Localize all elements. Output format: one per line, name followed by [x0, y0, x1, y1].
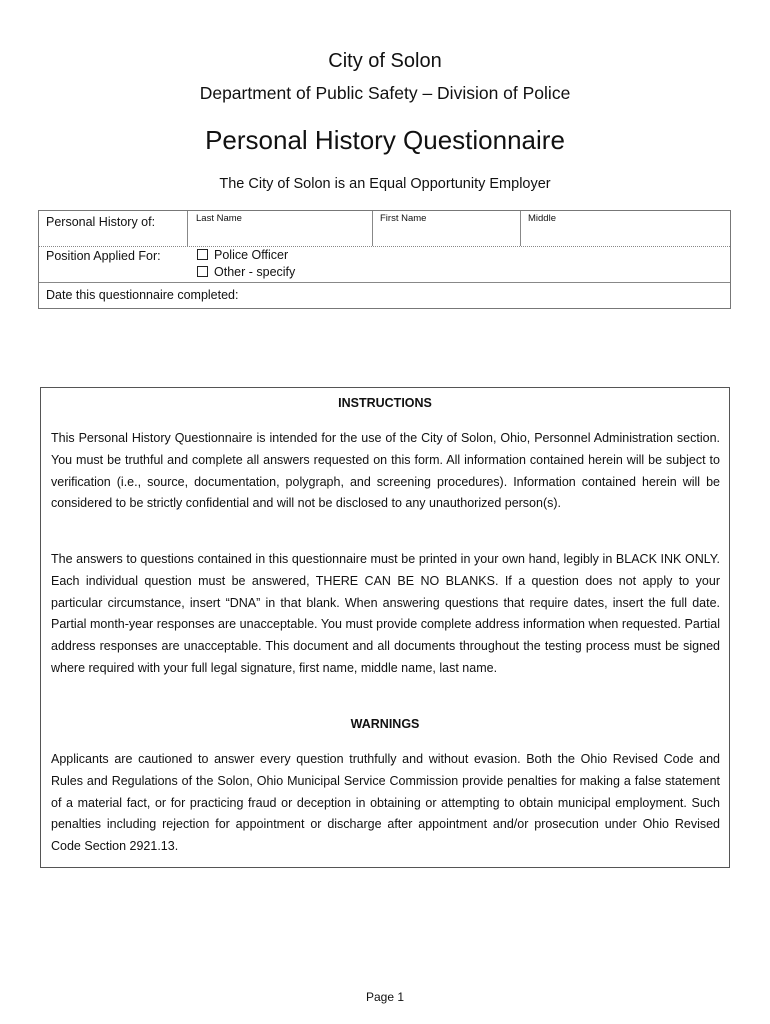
- instructions-heading: INSTRUCTIONS: [338, 396, 432, 410]
- option-label: Other - specify: [214, 265, 296, 279]
- instructions-box: [40, 387, 730, 868]
- page-title: Personal History Questionnaire: [205, 125, 565, 155]
- instructions-paragraph-2: The answers to questions contained in this questionnaire must be printed in your own hand, legibly in BLACK INK ONLY. Each individual question must be answered, THERE CAN BE NO BLANKS. If a question does not apply to your particular circumstance, insert “DNA” in that blank. When answering questions that require dates, insert the full date. Partial month-year responses are unacceptable. You must provide complete address information when requested. Partial address responses are unacceptable. This document and all documents throughout the testing process must be signed where required with your full legal signature, first name, middle name, last name.: [51, 552, 720, 675]
- option-police-officer[interactable]: [197, 248, 288, 262]
- column-divider: [372, 211, 373, 246]
- option-label: Police Officer: [214, 248, 289, 262]
- instructions-paragraph-1: This Personal History Questionnaire is intended for the use of the City of Solon, Ohio, Personnel Administration section. You must be truthful and complete all answers requested on this form. All information contained herein will be subject to verification (i.e., source, documentation, polygraph, and screening procedures). Information contained herein will be considered to be strictly confidential and will not be disclosed to any unauthorized person(s).: [51, 431, 720, 511]
- last-name-field[interactable]: Last Name: [196, 213, 242, 224]
- page-number: Page 1: [365, 990, 405, 1004]
- warnings-paragraph: Applicants are cautioned to answer every question truthfully and without evasion. Both the Ohio Revised Code and Rules and Regulations of the Solon, Ohio Municipal Service Commission provide penalties for making a false statement of a material fact, or for practicing fraud or deception in obtaining or attempting to obtain municipal employment. Such penalties including rejection for appointment or discharge after appointment and/or prosecution under Ohio Revised Code Section 2921.13.: [51, 752, 720, 854]
- option-other-specify[interactable]: [197, 265, 295, 279]
- department-title: Department of Public Safety – Division of Police: [199, 83, 571, 103]
- position-applied-label: Position Applied For:: [46, 249, 161, 263]
- column-divider: [187, 211, 188, 246]
- row-divider: [39, 282, 730, 283]
- middle-name-field[interactable]: Middle: [528, 213, 556, 224]
- eoe-statement: The City of Solon is an Equal Opportunity Employer: [219, 176, 551, 192]
- checkbox-icon[interactable]: [197, 249, 208, 260]
- personal-history-label: Personal History of:: [46, 215, 156, 229]
- city-title: City of Solon: [328, 50, 442, 72]
- date-completed-field[interactable]: Date this questionnaire completed:: [46, 288, 239, 302]
- applicant-info-table: [38, 210, 731, 309]
- row-divider: [39, 246, 730, 247]
- first-name-field[interactable]: First Name: [380, 213, 427, 224]
- checkbox-icon[interactable]: [197, 266, 208, 277]
- column-divider: [520, 211, 521, 246]
- warnings-heading: WARNINGS: [350, 717, 420, 731]
